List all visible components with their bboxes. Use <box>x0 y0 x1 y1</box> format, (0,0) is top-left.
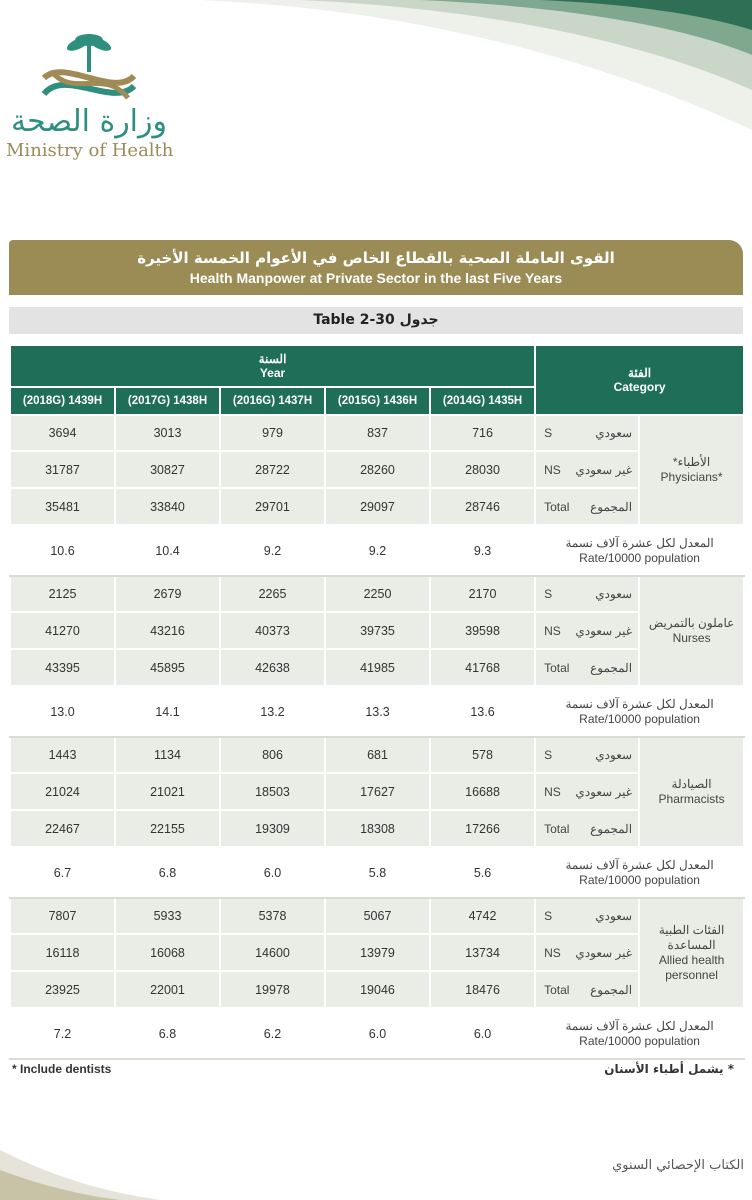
value-cell: 6.0 <box>430 1008 535 1059</box>
value-cell: 28030 <box>430 451 535 488</box>
table-row <box>10 415 744 451</box>
value-cell: 41270 <box>10 612 115 649</box>
sub-category-cell <box>535 649 639 686</box>
value-cell: 18503 <box>220 773 325 810</box>
value-cell: 837 <box>325 415 430 451</box>
sub-category-arabic: سعودي <box>595 426 633 440</box>
sub-category-english: Total <box>544 982 570 997</box>
sub-category-english: Total <box>544 660 570 675</box>
value-cell: 3694 <box>10 415 115 451</box>
sub-category-english: NS <box>544 945 561 960</box>
table-row <box>10 810 744 847</box>
value-cell: 13.3 <box>325 686 430 737</box>
category-english: Allied health personnel <box>658 953 725 982</box>
sub-category-english: Total <box>544 499 570 514</box>
value-cell: 21024 <box>10 773 115 810</box>
value-cell: 18308 <box>325 810 430 847</box>
rate-label-arabic: المعدل لكل عشرة آلاف نسمة <box>565 857 714 872</box>
rate-label-cell <box>535 1008 744 1059</box>
value-cell: 578 <box>430 737 535 773</box>
category-cell <box>639 737 744 847</box>
value-cell: 41985 <box>325 649 430 686</box>
rate-label-arabic: المعدل لكل عشرة آلاف نسمة <box>565 696 714 711</box>
value-cell: 17627 <box>325 773 430 810</box>
rate-row <box>10 525 744 576</box>
value-cell: 28260 <box>325 451 430 488</box>
value-cell: 13.0 <box>10 686 115 737</box>
ministry-logo <box>4 28 174 178</box>
category-english: Physicians* <box>660 470 723 484</box>
value-cell: 39598 <box>430 612 535 649</box>
value-cell: 9.3 <box>430 525 535 576</box>
category-cell <box>639 898 744 1008</box>
value-cell: 7807 <box>10 898 115 934</box>
value-cell: 6.8 <box>115 847 220 898</box>
category-header-arabic: الفئة <box>628 366 652 380</box>
manpower-table <box>9 344 745 1060</box>
table-row <box>10 934 744 971</box>
value-cell: 1134 <box>115 737 220 773</box>
category-arabic: الأطباء* <box>672 455 711 469</box>
value-cell: 3013 <box>115 415 220 451</box>
table-row <box>10 971 744 1008</box>
year-header-english: Year <box>259 366 286 380</box>
sub-category-cell <box>535 612 639 649</box>
value-cell: 30827 <box>115 451 220 488</box>
rate-label-english: Rate/10000 population <box>579 550 700 565</box>
sub-category-english: NS <box>544 784 561 799</box>
table-row <box>10 773 744 810</box>
year-header-arabic: السنة <box>258 352 287 366</box>
year-header <box>10 345 535 387</box>
footer-swoosh-decoration <box>0 1140 160 1200</box>
title-banner <box>9 240 743 295</box>
rate-label-english: Rate/10000 population <box>579 872 700 887</box>
category-arabic: الصيادلة <box>671 777 712 791</box>
value-cell: 6.0 <box>220 847 325 898</box>
rate-label-cell <box>535 847 744 898</box>
sub-category-arabic: سعودي <box>595 748 633 762</box>
sub-category-english: Total <box>544 821 570 836</box>
value-cell: 13.6 <box>430 686 535 737</box>
value-cell: 41768 <box>430 649 535 686</box>
value-cell: 16688 <box>430 773 535 810</box>
value-cell: 6.0 <box>325 1008 430 1059</box>
table-row <box>10 612 744 649</box>
value-cell: 9.2 <box>220 525 325 576</box>
value-cell: 6.8 <box>115 1008 220 1059</box>
value-cell: 29701 <box>220 488 325 525</box>
value-cell: 29097 <box>325 488 430 525</box>
sub-category-arabic: غير سعودي <box>575 623 633 638</box>
value-cell: 19309 <box>220 810 325 847</box>
table-row <box>10 737 744 773</box>
value-cell: 40373 <box>220 612 325 649</box>
value-cell: 16068 <box>115 934 220 971</box>
value-cell: 31787 <box>10 451 115 488</box>
sub-category-arabic: المجموع <box>590 499 633 514</box>
rate-label-cell <box>535 686 744 737</box>
value-cell: 14600 <box>220 934 325 971</box>
year-column-header: (2017G) 1438H <box>115 387 220 415</box>
value-cell: 13.2 <box>220 686 325 737</box>
sub-category-english: NS <box>544 462 561 477</box>
rate-label-arabic: المعدل لكل عشرة آلاف نسمة <box>565 535 714 550</box>
sub-category-arabic: المجموع <box>590 982 633 997</box>
rate-label-cell <box>535 525 744 576</box>
sub-category-cell <box>535 488 639 525</box>
value-cell: 45895 <box>115 649 220 686</box>
sub-category-cell <box>535 898 639 934</box>
value-cell: 6.7 <box>10 847 115 898</box>
sub-category-arabic: المجموع <box>590 821 633 836</box>
value-cell: 5.6 <box>430 847 535 898</box>
value-cell: 22001 <box>115 971 220 1008</box>
rate-label-arabic: المعدل لكل عشرة آلاف نسمة <box>565 1018 714 1033</box>
value-cell: 17266 <box>430 810 535 847</box>
value-cell: 7.2 <box>10 1008 115 1059</box>
footer-book-title: الكتاب الإحصائي السنوي <box>612 1158 744 1173</box>
table-row <box>10 451 744 488</box>
rate-row <box>10 847 744 898</box>
category-header-english: Category <box>613 380 666 394</box>
category-cell <box>639 576 744 686</box>
rate-label-english: Rate/10000 population <box>579 711 700 726</box>
value-cell: 13979 <box>325 934 430 971</box>
sub-category-arabic: سعودي <box>595 587 633 601</box>
title-english: Health Manpower at Private Sector in the last Five Years <box>189 270 563 286</box>
palm-swords-emblem-icon <box>34 28 144 106</box>
rate-row <box>10 1008 744 1059</box>
value-cell: 39735 <box>325 612 430 649</box>
year-column-header: (2016G) 1437H <box>220 387 325 415</box>
sub-category-cell <box>535 576 639 612</box>
category-arabic: الفئات الطبية المساعدة <box>658 923 725 952</box>
title-arabic: القوى العاملة الصحية بالقطاع الخاص في الأعوام الخمسة الأخيرة <box>137 249 615 267</box>
category-arabic: عاملون بالتمريض <box>648 616 735 630</box>
sub-category-english: NS <box>544 623 561 638</box>
value-cell: 5378 <box>220 898 325 934</box>
sub-category-cell <box>535 773 639 810</box>
year-column-header: (2018G) 1439H <box>10 387 115 415</box>
value-cell: 19046 <box>325 971 430 1008</box>
value-cell: 681 <box>325 737 430 773</box>
sub-category-cell <box>535 971 639 1008</box>
sub-category-arabic: سعودي <box>595 909 633 923</box>
value-cell: 35481 <box>10 488 115 525</box>
value-cell: 19978 <box>220 971 325 1008</box>
category-cell <box>639 415 744 525</box>
sub-category-cell <box>535 934 639 971</box>
value-cell: 979 <box>220 415 325 451</box>
sub-category-arabic: المجموع <box>590 660 633 675</box>
category-header <box>535 345 744 415</box>
value-cell: 28722 <box>220 451 325 488</box>
value-cell: 2679 <box>115 576 220 612</box>
sub-category-cell <box>535 737 639 773</box>
value-cell: 2125 <box>10 576 115 612</box>
sub-category-english: S <box>544 748 553 762</box>
value-cell: 23925 <box>10 971 115 1008</box>
sub-category-arabic: غير سعودي <box>575 462 633 477</box>
value-cell: 33840 <box>115 488 220 525</box>
sub-category-arabic: غير سعودي <box>575 945 633 960</box>
value-cell: 22155 <box>115 810 220 847</box>
sub-category-cell <box>535 810 639 847</box>
value-cell: 2265 <box>220 576 325 612</box>
sub-category-english: S <box>544 426 553 440</box>
sub-category-cell <box>535 451 639 488</box>
value-cell: 43216 <box>115 612 220 649</box>
table-row <box>10 576 744 612</box>
value-cell: 2170 <box>430 576 535 612</box>
value-cell: 28746 <box>430 488 535 525</box>
category-english: Pharmacists <box>658 792 725 806</box>
table-label: Table 2-30 جدول <box>9 307 743 334</box>
value-cell: 4742 <box>430 898 535 934</box>
value-cell: 6.2 <box>220 1008 325 1059</box>
sub-category-arabic: غير سعودي <box>575 784 633 799</box>
value-cell: 21021 <box>115 773 220 810</box>
value-cell: 5.8 <box>325 847 430 898</box>
value-cell: 42638 <box>220 649 325 686</box>
logo-english-text: Ministry of Health <box>6 140 174 161</box>
year-column-header: (2015G) 1436H <box>325 387 430 415</box>
sub-category-english: S <box>544 909 553 923</box>
value-cell: 806 <box>220 737 325 773</box>
table-row <box>10 488 744 525</box>
value-cell: 1443 <box>10 737 115 773</box>
rate-label-english: Rate/10000 population <box>579 1033 700 1048</box>
value-cell: 2250 <box>325 576 430 612</box>
table-row <box>10 649 744 686</box>
year-column-header: (2014G) 1435H <box>430 387 535 415</box>
value-cell: 22467 <box>10 810 115 847</box>
value-cell: 14.1 <box>115 686 220 737</box>
sub-category-english: S <box>544 587 553 601</box>
value-cell: 13734 <box>430 934 535 971</box>
logo-arabic-text: وزارة الصحة <box>11 104 167 139</box>
value-cell: 16118 <box>10 934 115 971</box>
value-cell: 9.2 <box>325 525 430 576</box>
value-cell: 10.4 <box>115 525 220 576</box>
value-cell: 10.6 <box>10 525 115 576</box>
value-cell: 716 <box>430 415 535 451</box>
footnote-arabic: * يشمل أطباء الأسنان <box>604 1062 734 1076</box>
value-cell: 5067 <box>325 898 430 934</box>
sub-category-cell <box>535 415 639 451</box>
table-row <box>10 898 744 934</box>
value-cell: 43395 <box>10 649 115 686</box>
footnote-english: * Include dentists <box>12 1062 112 1076</box>
value-cell: 18476 <box>430 971 535 1008</box>
rate-row <box>10 686 744 737</box>
value-cell: 5933 <box>115 898 220 934</box>
category-english: Nurses <box>672 631 711 645</box>
